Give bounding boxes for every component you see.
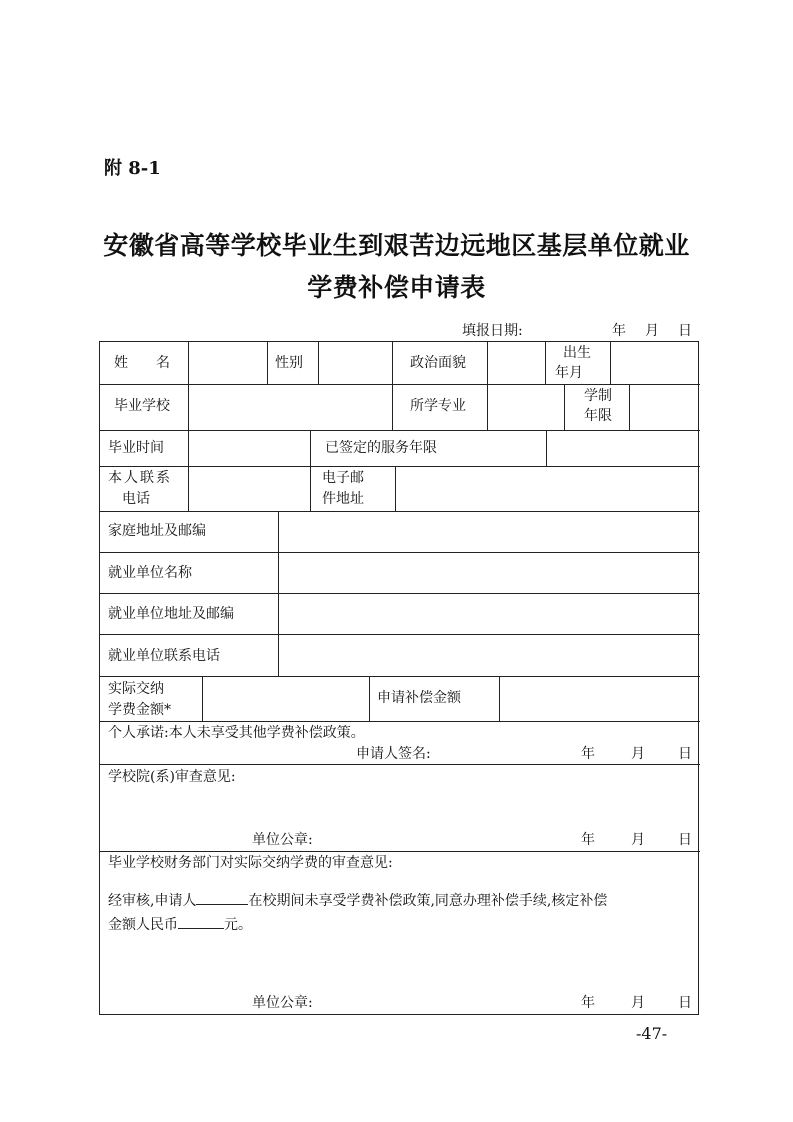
contact-phone-label-line2: 电话 — [122, 491, 150, 507]
applicant-name-blank — [196, 904, 248, 905]
finance-text-line2 — [108, 914, 252, 936]
fill-date-month: 月 — [645, 323, 659, 339]
form-title-line1: 安徽省高等学校毕业生到艰苦边远地区基层单位就业 — [103, 231, 690, 260]
email-label-line2: 件地址 — [322, 491, 364, 507]
pledge-month: 月 — [631, 746, 645, 762]
apply-amount-label: 申请补偿金额 — [377, 690, 461, 706]
form-title-line2: 学费补偿申请表 — [307, 273, 486, 302]
finance-text-1a: 经审核,申请人 — [108, 893, 197, 909]
major-label: 所学专业 — [410, 398, 466, 414]
school-seal-label: 单位公章: — [252, 832, 313, 848]
tuition-label-line1: 实际交纳 — [108, 681, 164, 697]
email-label-line1: 电子邮 — [322, 470, 364, 486]
school-year: 年 — [581, 832, 595, 848]
school-month: 月 — [631, 832, 645, 848]
gender-label: 性别 — [275, 355, 303, 371]
page-number: -47- — [636, 1024, 668, 1043]
home-address-label: 家庭地址及邮编 — [108, 523, 206, 539]
pledge-year: 年 — [581, 746, 595, 762]
tuition-label-line2: 学费金额* — [108, 702, 171, 718]
school-day: 日 — [678, 832, 692, 848]
employer-name-label: 就业单位名称 — [108, 565, 192, 581]
finance-text-2b: 元。 — [224, 917, 252, 933]
employer-address-label: 就业单位地址及邮编 — [108, 606, 234, 622]
birth-label-line1: 出生 — [563, 345, 591, 361]
finance-opinion-label: 毕业学校财务部门对实际交纳学费的审查意见: — [108, 855, 393, 871]
graduate-school-label: 毕业学校 — [114, 398, 170, 414]
schooling-label-line1: 学制 — [584, 388, 612, 404]
service-years-label: 已签定的服务年限 — [325, 440, 437, 456]
finance-month: 月 — [631, 995, 645, 1011]
finance-text-line1 — [108, 890, 607, 912]
finance-seal-label: 单位公章: — [252, 995, 313, 1011]
applicant-sign-label: 申请人签名: — [356, 746, 431, 762]
finance-text-1b: 在校期间未享受学费补偿政策,同意办理补偿手续,核定补偿 — [248, 893, 608, 909]
name-label: 姓 名 — [114, 355, 170, 371]
finance-day: 日 — [678, 995, 692, 1011]
graduation-time-label: 毕业时间 — [108, 440, 164, 456]
finance-year: 年 — [581, 995, 595, 1011]
employer-phone-label: 就业单位联系电话 — [108, 648, 220, 664]
annex-label: 附 8-1 — [104, 158, 161, 179]
schooling-label-line2: 年限 — [584, 408, 612, 424]
amount-blank — [178, 928, 224, 929]
fill-date-day: 日 — [678, 323, 692, 339]
fill-date-label: 填报日期: — [462, 323, 523, 339]
political-status-label: 政治面貌 — [410, 355, 466, 371]
pledge-day: 日 — [678, 746, 692, 762]
finance-text-2a: 金额人民币 — [108, 917, 178, 933]
contact-phone-label-line1: 本人联系 — [108, 470, 172, 486]
school-opinion-label: 学校院(系)审查意见: — [108, 769, 236, 785]
birth-label-line2: 年月 — [555, 365, 583, 381]
personal-pledge: 个人承诺:本人未享受其他学费补偿政策。 — [108, 725, 365, 741]
fill-date-year: 年 — [612, 323, 626, 339]
application-form-table — [99, 341, 699, 1015]
